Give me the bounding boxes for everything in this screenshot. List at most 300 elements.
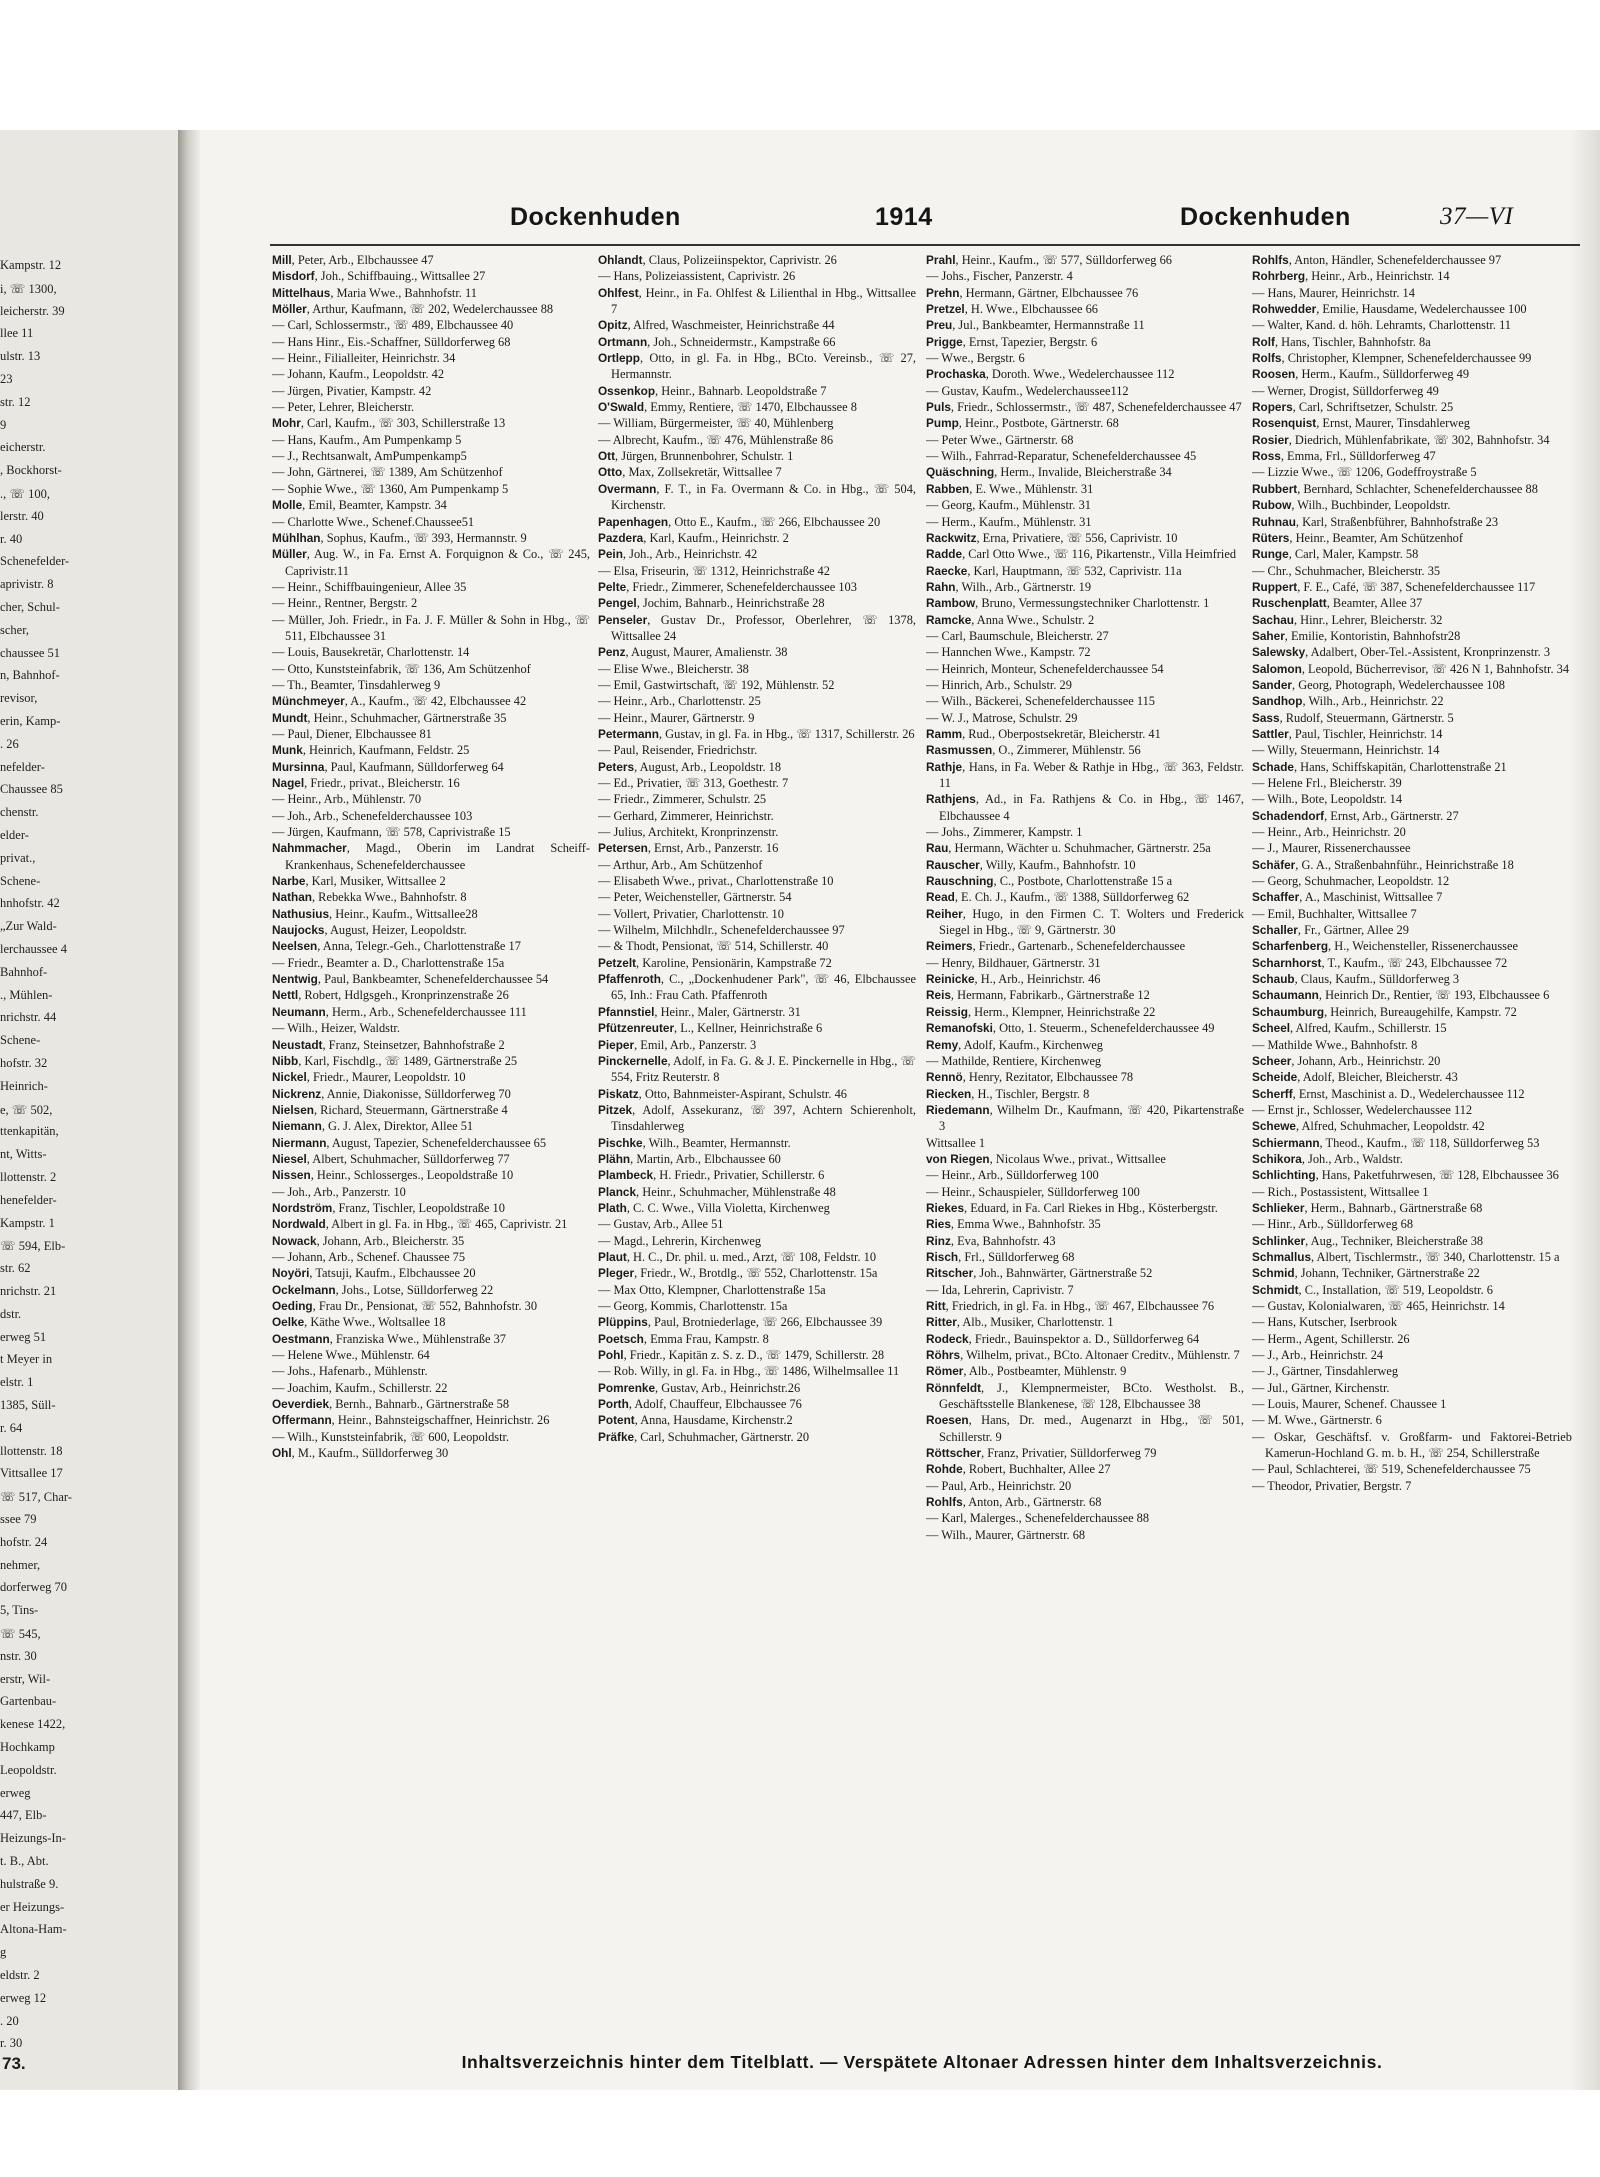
- entry-surname: Planck: [598, 1184, 637, 1199]
- entry-details: , Arthur, Kaufmann, ☏ 202, Wedelerchaussee 88: [306, 302, 554, 317]
- previous-page-line: nehmer,: [0, 1557, 41, 1572]
- entry-details: , Gustav, Arb., Heinrichstr.26: [655, 1380, 801, 1395]
- directory-column-2: [598, 252, 916, 2072]
- directory-entry: [1252, 301, 1572, 317]
- entry-surname: Ritt: [926, 1299, 946, 1313]
- entry-details: — W. J., Matrose, Schulstr. 29: [926, 710, 1078, 725]
- entry-details: , Ernst, Arb., Panzerstr. 16: [647, 841, 779, 856]
- directory-entry: [1252, 1461, 1572, 1477]
- directory-entry: [926, 710, 1244, 726]
- entry-details: — Peter Wwe., Gärtnerstr. 68: [926, 432, 1074, 447]
- entry-details: — Johann, Kaufm., Leopoldstr. 42: [272, 367, 445, 382]
- entry-details: — Julius, Architekt, Kronprinzenstr.: [598, 825, 779, 840]
- entry-surname: Rathje: [926, 759, 963, 774]
- entry-surname: Ruppert: [1252, 579, 1298, 594]
- entry-surname: Rennö: [926, 1070, 963, 1085]
- directory-entry: [598, 317, 916, 333]
- directory-entry: [272, 1053, 590, 1069]
- directory-entry: [926, 612, 1244, 628]
- directory-entry: [1252, 677, 1572, 693]
- entry-details: , Emma Wwe., Bahnhofstr. 35: [950, 1217, 1101, 1232]
- entry-details: , C., Installation, ☏ 519, Leopoldstr. 6: [1298, 1282, 1494, 1297]
- entry-details: — Chr., Schuhmacher, Bleicherstr. 35: [1252, 563, 1441, 578]
- entry-surname: Sattler: [1252, 726, 1289, 741]
- directory-entry: [272, 1265, 590, 1281]
- entry-surname: Schaller: [1252, 923, 1298, 938]
- entry-surname: Scherff: [1252, 1086, 1293, 1101]
- entry-details: — Heinr., Rentner, Bergstr. 2: [272, 596, 418, 611]
- directory-entry: [1252, 317, 1572, 333]
- entry-surname: Plaut: [598, 1249, 627, 1264]
- entry-details: , Wilh., Beamter, Hermannstr.: [642, 1135, 791, 1150]
- page-footer-note: Inhaltsverzeichnis hinter dem Titelblatt. — Verspätete Altonaer Adressen hinter dem Inhaltsverzeichnis.: [461, 2052, 1383, 2072]
- entry-details: , Karl, Fischdlg., ☏ 1489, Gärtnerstraße 25: [298, 1053, 518, 1068]
- directory-entry: [926, 383, 1244, 399]
- directory-entry: [598, 1037, 916, 1053]
- previous-page-line: ☏ 594, Elb-: [0, 1239, 66, 1254]
- entry-details: , Heinrich, Kaufmann, Feldstr. 25: [302, 743, 470, 758]
- directory-entry: [926, 1478, 1244, 1494]
- directory-entry: [1252, 252, 1572, 268]
- entry-surname: Mühlhan: [272, 530, 321, 545]
- entry-details: , Heinr., Schuhmacher, Mühlenstraße 48: [636, 1184, 836, 1199]
- entry-details: , Henry, Rezitator, Elbchaussee 78: [962, 1070, 1134, 1085]
- entry-surname: Scharnhorst: [1252, 955, 1322, 970]
- previous-page-fragment: [0, 130, 180, 2090]
- previous-page-line: kenese 1422,: [0, 1717, 66, 1732]
- directory-entry: [272, 955, 590, 971]
- directory-entry: [926, 1004, 1244, 1020]
- previous-page-line: e, ☏ 502,: [0, 1102, 53, 1117]
- directory-entry: [272, 415, 590, 431]
- directory-entry: [1252, 1020, 1572, 1036]
- previous-page-line: llottenstr. 18: [0, 1443, 63, 1458]
- entry-surname: Molle: [272, 498, 303, 513]
- previous-page-line: chenstr.: [0, 805, 39, 820]
- entry-details: — J., Rechtsanwalt, AmPumpenkamp5: [272, 449, 467, 464]
- directory-entry: [598, 1135, 916, 1151]
- entry-details: , C., „Dockenhudener Park", ☏ 46, Elbchaussee 65, Inh.: Frau Cath. Pfaffenroth: [611, 972, 916, 1003]
- entry-details: , Adalbert, Ober-Tel.-Assistent, Kronprinzenstr. 3: [1305, 645, 1551, 660]
- entry-details: — William, Bürgermeister, ☏ 40, Mühlenberg: [598, 416, 834, 431]
- entry-details: , Ernst, Tapezier, Bergstr. 6: [962, 334, 1098, 349]
- entry-surname: Schmallus: [1252, 1249, 1312, 1264]
- entry-details: — Hans, Kaufm., Am Pumpenkamp 5: [272, 432, 462, 447]
- entry-surname: Radde: [926, 547, 963, 562]
- previous-page-line: ., ☏ 100,: [0, 487, 51, 501]
- entry-surname: Reiher: [926, 906, 963, 921]
- entry-details: , Hermann, Fabrikarb., Gärtnerstraße 12: [950, 988, 1150, 1003]
- directory-entry: [1252, 1004, 1572, 1020]
- entry-details: — J., Gärtner, Tinsdahlerweg: [1252, 1364, 1399, 1379]
- directory-entry: [1252, 628, 1572, 644]
- previous-page-line: aprivistr. 8: [0, 577, 54, 592]
- directory-entry: [272, 448, 590, 464]
- directory-entry: [1252, 1037, 1572, 1053]
- directory-entry: [272, 464, 590, 480]
- directory-entry: [272, 1445, 590, 1461]
- directory-entry: [1252, 268, 1572, 284]
- entry-details: — Heinr., Arb., Mühlenstr. 70: [272, 792, 422, 807]
- directory-entry: [272, 775, 590, 791]
- header-place-left: Dockenhuden: [510, 203, 681, 231]
- directory-entry: [272, 579, 590, 595]
- entry-surname: Pischke: [598, 1135, 643, 1150]
- entry-details: , Heinrich Dr., Rentier, ☏ 193, Elbchaussee 6: [1318, 988, 1550, 1003]
- entry-details: , Bruno, Vermessungstechniker Charlottenstr. 1: [975, 596, 1210, 611]
- directory-entry: [272, 334, 590, 350]
- entry-details: — Carl, Baumschule, Bleicherstr. 27: [926, 628, 1109, 643]
- directory-entry: [1252, 726, 1572, 742]
- entry-surname: Rubbert: [1252, 481, 1298, 496]
- previous-page-line: llee 11: [0, 326, 34, 341]
- directory-entry: [598, 1086, 916, 1102]
- previous-page-line: chaussee 51: [0, 645, 61, 660]
- entry-details: , Adolf, Kaufm., Kirchenweg: [958, 1037, 1104, 1052]
- directory-entry: [598, 530, 916, 546]
- entry-details: , G. A., Straßenbahnführ., Heinrichstraße 18: [1295, 857, 1514, 872]
- entry-details: — Louis, Bausekretär, Charlottenstr. 14: [272, 645, 470, 660]
- directory-entry: [926, 1331, 1244, 1347]
- entry-surname: Mill: [272, 253, 292, 267]
- entry-details: , Anton, Arb., Gärtnerstr. 68: [962, 1495, 1102, 1510]
- directory-entry: [272, 824, 590, 840]
- entry-details: , Albert, Schuhmacher, Sülldorferweg 77: [306, 1151, 510, 1166]
- directory-entry: [1252, 1184, 1572, 1200]
- entry-details: , Heinr., Arb., Heinrichstr. 14: [1305, 269, 1450, 284]
- previous-page-line: revisor,: [0, 691, 38, 706]
- entry-details: , Franz, Privatier, Sülldorferweg 79: [981, 1446, 1157, 1461]
- entry-details: — Lizzie Wwe., ☏ 1206, Godeffroystraße 5: [1252, 465, 1477, 480]
- entry-details: — Jul., Gärtner, Kirchenstr.: [1252, 1380, 1390, 1395]
- directory-entry: [272, 1331, 590, 1347]
- previous-page-line: nrichstr. 21: [0, 1284, 57, 1298]
- entry-details: — Heinr., Maurer, Gärtnerstr. 9: [598, 710, 755, 725]
- entry-surname: Rau: [926, 841, 949, 856]
- entry-surname: Pfützenreuter: [598, 1021, 675, 1036]
- entry-details: , Alb., Musiker, Charlottenstr. 1: [956, 1315, 1114, 1330]
- entry-surname: Nowack: [272, 1233, 317, 1248]
- directory-entry: [1252, 922, 1572, 938]
- entry-details: , H., Arb., Heinrichstr. 46: [974, 972, 1101, 987]
- directory-entry: [272, 1298, 590, 1314]
- entry-details: — Ernst jr., Schlosser, Wedelerchaussee 112: [1252, 1102, 1473, 1117]
- directory-entry: [598, 415, 916, 431]
- directory-entry: [1252, 1478, 1572, 1494]
- previous-page-line: nstr. 30: [0, 1648, 37, 1663]
- directory-entry: [926, 1380, 1244, 1413]
- directory-entry: [926, 530, 1244, 546]
- entry-details: — Johann, Arb., Schenef. Chaussee 75: [272, 1249, 466, 1264]
- entry-surname: Sandhop: [1252, 694, 1303, 709]
- entry-details: , Herm., Kaufm., Sülldorferweg 49: [1295, 367, 1470, 382]
- entry-details: — Georg, Kaufm., Mühlenstr. 31: [926, 498, 1091, 513]
- entry-details: , Käthe Wwe., Woltsallee 18: [304, 1315, 446, 1330]
- entry-surname: Peters: [598, 759, 635, 774]
- entry-surname: Runge: [1252, 547, 1289, 562]
- entry-surname: Münchmeyer: [272, 694, 345, 709]
- directory-entry: [272, 1135, 590, 1151]
- previous-page-line: . 20: [0, 2013, 19, 2028]
- directory-entry: [926, 661, 1244, 677]
- entry-details: , Peter, Arb., Elbchaussee 47: [291, 253, 434, 267]
- directory-entry: [1252, 612, 1572, 628]
- directory-entry: [1252, 644, 1572, 660]
- entry-details: , L., Kellner, Heinrichstraße 6: [674, 1021, 823, 1036]
- entry-details: — Walter, Kand. d. höh. Lehramts, Charlottenstr. 11: [1252, 318, 1512, 333]
- entry-details: — Albrecht, Kaufm., ☏ 476, Mühlenstraße 86: [598, 432, 834, 447]
- entry-details: — Otto, Kunststeinfabrik, ☏ 136, Am Schützenhof: [272, 661, 531, 676]
- directory-entry: [272, 546, 590, 579]
- entry-surname: Scheel: [1252, 1021, 1291, 1036]
- entry-surname: Raecke: [926, 563, 968, 578]
- directory-entry: [926, 987, 1244, 1003]
- entry-details: , Albert, Tischlermstr., ☏ 340, Charlottenstr. 15 a: [1311, 1249, 1560, 1264]
- entry-details: , August, Maurer, Amalienstr. 38: [625, 645, 788, 660]
- entry-surname: Salewsky: [1252, 645, 1306, 660]
- directory-entry: [1252, 448, 1572, 464]
- entry-surname: Scharfenberg: [1252, 939, 1329, 954]
- entry-details: — Joachim, Kaufm., Schillerstr. 22: [272, 1380, 448, 1395]
- entry-surname: Nielsen: [272, 1102, 314, 1117]
- entry-details: , Friedr., Gartenarb., Schenefelderchaussee: [972, 939, 1186, 954]
- entry-details: — Paul, Arb., Heinrichstr. 20: [926, 1478, 1072, 1493]
- directory-entry: [272, 497, 590, 513]
- directory-entry: [272, 1282, 590, 1298]
- entry-details: , Tatsuji, Kaufm., Elbchaussee 20: [309, 1266, 476, 1281]
- directory-entry: [926, 1314, 1244, 1330]
- directory-entry: [272, 1167, 590, 1183]
- directory-entry: [272, 1363, 590, 1379]
- directory-entry: [1252, 1118, 1572, 1134]
- entry-details: , Emma Frau, Kampstr. 8: [643, 1331, 769, 1346]
- directory-entry: [272, 726, 590, 742]
- directory-entry: [1252, 1347, 1572, 1363]
- previous-page-line: nefelder-: [0, 759, 45, 774]
- previous-page-line: erweg 51: [0, 1329, 47, 1344]
- directory-entry: [1252, 399, 1572, 415]
- entry-details: , Wilh., Arb., Gärtnerstr. 19: [955, 579, 1092, 594]
- previous-page-line: Schene-: [0, 873, 41, 888]
- entry-details: , Joh., Schneidermstr., Kampstraße 66: [647, 334, 836, 349]
- directory-entry: [272, 971, 590, 987]
- directory-entry: [272, 350, 590, 366]
- directory-entry: [926, 857, 1244, 873]
- entry-surname: Remy: [926, 1037, 959, 1052]
- entry-surname: Rosier: [1252, 432, 1289, 447]
- entry-surname: Ruhnau: [1252, 514, 1296, 529]
- entry-details: , Friedr., Kapitän z. S. z. D., ☏ 1479, Schillerstr. 28: [623, 1348, 885, 1363]
- directory-entry: [1252, 334, 1572, 350]
- previous-page-line: Heinrich-: [0, 1078, 48, 1093]
- previous-page-line: Vittsallee 17: [0, 1466, 63, 1481]
- directory-entry: [598, 1363, 916, 1379]
- entry-surname: Neelsen: [272, 939, 318, 954]
- entry-surname: Oeverdiek: [272, 1397, 330, 1412]
- entry-details: — & Thodt, Pensionat, ☏ 514, Schillerstr. 40: [598, 939, 829, 954]
- directory-entry: [272, 661, 590, 677]
- entry-details: , Heinr., in Fa. Ohlfest & Lilienthal in Hbg., Wittsallee 7: [611, 285, 916, 317]
- entry-details: , August, Arb., Leopoldstr. 18: [634, 759, 782, 774]
- entry-surname: Rosenquist: [1252, 416, 1317, 431]
- directory-entry: [272, 595, 590, 611]
- entry-surname: Penseler: [598, 612, 648, 627]
- previous-page-line: ulstr. 13: [0, 349, 41, 364]
- entry-details: , Heinr., Beamter, Am Schützenhof: [1289, 530, 1463, 545]
- entry-surname: Mursinna: [272, 759, 325, 774]
- entry-surname: Schmidt: [1252, 1282, 1299, 1297]
- directory-entry: [272, 906, 590, 922]
- directory-entry: [926, 906, 1244, 939]
- entry-surname: Ohlandt: [598, 253, 643, 267]
- directory-entry: [598, 710, 916, 726]
- entry-details: — Helene Frl., Bleicherstr. 39: [1252, 776, 1402, 790]
- entry-surname: Rönnfeldt: [926, 1380, 982, 1395]
- entry-details: — Oskar, Geschäftsf. v. Großfarm- und Faktorei-Betrieb Kamerun-Hochland G. m. b. H., ☏ 254, Schillerstraße: [1252, 1429, 1572, 1461]
- entry-surname: Neumann: [272, 1004, 326, 1019]
- entry-surname: Schewe: [1252, 1119, 1296, 1134]
- entry-details: , Hans, Dr. med., Augenarzt in Hbg., ☏ 501, Schillerstr. 9: [939, 1413, 1244, 1444]
- entry-surname: Röhrs: [926, 1348, 961, 1363]
- entry-details: — Gerhard, Zimmerer, Heinrichstr.: [598, 808, 774, 823]
- entry-surname: von Riegen: [926, 1151, 990, 1166]
- entry-surname: Riekes: [926, 1200, 965, 1215]
- directory-entry: [926, 366, 1244, 382]
- entry-surname: Pohl: [598, 1348, 624, 1363]
- directory-entry: [926, 1216, 1244, 1232]
- directory-entry: [272, 432, 590, 448]
- entry-details: , Rudolf, Steuermann, Gärtnerstr. 5: [1279, 710, 1454, 725]
- entry-details: , Wilhelm Dr., Kaufmann, ☏ 420, Pikartenstraße 3: [939, 1102, 1244, 1134]
- directory-entry: [598, 808, 916, 824]
- directory-entry: [598, 693, 916, 709]
- entry-details: , Johann, Arb., Bleicherstr. 35: [316, 1233, 465, 1248]
- directory-entry: [598, 824, 916, 840]
- previous-page-line: erweg 12: [0, 1990, 47, 2005]
- directory-entry: [598, 1412, 916, 1428]
- entry-details: , Hinr., Lehrer, Bleicherstr. 32: [1293, 612, 1443, 627]
- previous-page-line: ttenkapitän,: [0, 1124, 59, 1139]
- directory-entry: [926, 628, 1244, 644]
- entry-details: — Herm., Agent, Schillerstr. 26: [1252, 1331, 1410, 1346]
- entry-details: , Christopher, Klempner, Schenefelderchaussee 99: [1281, 351, 1532, 366]
- previous-page-line: leicherstr. 39: [0, 303, 65, 318]
- entry-details: , Anna, Telegr.-Geh., Charlottenstraße 17: [317, 939, 521, 954]
- directory-entry: [598, 1298, 916, 1314]
- entry-surname: Niesel: [272, 1151, 307, 1166]
- entry-surname: Rinz: [926, 1233, 951, 1248]
- entry-surname: Reis: [926, 988, 951, 1003]
- directory-entry: [272, 1037, 590, 1053]
- entry-details: , Adolf, Chauffeur, Elbchaussee 76: [628, 1397, 802, 1412]
- entry-details: , Claus, Polizeiinspektor, Caprivistr. 26: [642, 253, 837, 267]
- previous-page-line: hofstr. 24: [0, 1534, 48, 1549]
- directory-entry: [598, 1282, 916, 1298]
- directory-entry: [598, 383, 916, 399]
- entry-details: , Heinr., Kaufm., ☏ 577, Sülldorferweg 66: [955, 253, 1172, 267]
- directory-entry: [272, 1249, 590, 1265]
- entry-details: , Herm., Bahnarb., Gärtnerstraße 68: [1304, 1200, 1483, 1215]
- entry-details: , T., Kaufm., ☏ 243, Elbchaussee 72: [1321, 955, 1508, 970]
- directory-entry: [1252, 873, 1572, 889]
- previous-page-line: privat.,: [0, 850, 36, 865]
- entry-details: — Karl, Malerges., Schenefelderchaussee 88: [926, 1511, 1150, 1526]
- entry-surname: Ortmann: [598, 334, 648, 349]
- directory-entry: [1252, 1053, 1572, 1069]
- entry-details: — Elsa, Friseurin, ☏ 1312, Heinrichstraße 42: [598, 563, 830, 578]
- entry-surname: Rahn: [926, 579, 956, 594]
- directory-entry: [1252, 285, 1572, 301]
- entry-details: , Ernst, Arb., Gärtnerstr. 27: [1324, 808, 1459, 823]
- entry-details: — Georg, Schuhmacher, Leopoldstr. 12: [1252, 874, 1450, 889]
- previous-page-line: ., Mühlen-: [0, 987, 53, 1002]
- directory-entry: [598, 644, 916, 660]
- entry-surname: Saher: [1252, 628, 1285, 643]
- entry-surname: Piskatz: [598, 1086, 639, 1101]
- entry-surname: Niemann: [272, 1119, 322, 1134]
- entry-details: — Friedr., Zimmerer, Schulstr. 25: [598, 792, 767, 807]
- entry-details: , Rud., Oberpostsekretär, Bleicherstr. 41: [962, 726, 1161, 741]
- entry-surname: Oestmann: [272, 1331, 330, 1346]
- directory-entry: [598, 399, 916, 415]
- directory-entry: [598, 563, 916, 579]
- entry-details: , Heinr., Bahnarb. Leopoldstraße 7: [655, 383, 827, 398]
- directory-entry: [1252, 840, 1572, 856]
- entry-details: , Wilh., Arb., Heinrichstr. 22: [1302, 694, 1444, 709]
- entry-details: , Jürgen, Brunnenbohrer, Schulstr. 1: [615, 449, 794, 464]
- entry-surname: Pein: [598, 547, 623, 562]
- directory-entry: [926, 546, 1244, 562]
- directory-entry: [1252, 824, 1572, 840]
- directory-entry: [598, 1249, 916, 1265]
- entry-details: — Hans, Maurer, Heinrichstr. 14: [1252, 285, 1415, 300]
- entry-details: , Emilie, Kontoristin, Bahnhofstr28: [1284, 628, 1461, 643]
- entry-details: , Friedr., privat., Bleicherstr. 16: [304, 776, 460, 790]
- entry-details: , Erna, Privatiere, ☏ 556, Caprivistr. 10: [976, 530, 1178, 545]
- entry-details: , Paul, Brotniederlage, ☏ 266, Elbchaussee 39: [647, 1315, 883, 1330]
- entry-surname: Misdorf: [272, 269, 315, 284]
- entry-surname: Roesen: [926, 1413, 969, 1428]
- directory-entry: [598, 1265, 916, 1281]
- entry-surname: Schlieker: [1252, 1200, 1305, 1215]
- entry-surname: Rackwitz: [926, 530, 977, 545]
- entry-details: — Wilh., Kunststeinfabrik, ☏ 600, Leopoldstr.: [272, 1429, 510, 1444]
- entry-details: , Johs., Lotse, Sülldorferweg 22: [335, 1282, 494, 1297]
- entry-surname: Nordwald: [272, 1217, 326, 1232]
- previous-page-line: Gartenbau-: [0, 1694, 57, 1709]
- entry-details: , Anton, Händler, Schenefelderchaussee 97: [1288, 253, 1502, 267]
- previous-page-line: . 26: [0, 736, 19, 751]
- header-page-number: 37—VI: [1440, 203, 1514, 230]
- directory-entry: [598, 1429, 916, 1445]
- directory-entry: [598, 448, 916, 464]
- directory-entry: [926, 1200, 1244, 1216]
- directory-entry: [926, 1527, 1244, 1543]
- entry-details: , Nicolaus Wwe., privat., Wittsallee: [989, 1151, 1166, 1166]
- entry-details: , Frau Dr., Pensionat, ☏ 552, Bahnhofstr. 30: [312, 1299, 538, 1313]
- entry-details: — Hinr., Arb., Sülldorferweg 68: [1252, 1217, 1414, 1232]
- entry-details: , Herm., Arb., Schenefelderchaussee 111: [325, 1004, 527, 1019]
- directory-entry: [1252, 1167, 1572, 1183]
- entry-details: — Hans, Polizeiassistent, Caprivistr. 26: [598, 269, 796, 284]
- entry-details: — Johs., Fischer, Panzerstr. 4: [926, 269, 1073, 284]
- entry-details: , Karoline, Pensionärin, Kampstraße 72: [636, 955, 832, 970]
- entry-details: , Carl, Schriftsetzer, Schulstr. 25: [1292, 400, 1454, 415]
- directory-entry: [272, 889, 590, 905]
- entry-details: , J., Klempnermeister, BCto. Westholst. B., Geschäftsstelle Blankenese, ☏ 128, Elbchaussee 38: [939, 1380, 1244, 1412]
- directory-entry: [1252, 497, 1572, 513]
- entry-details: , Heinr., Postbote, Gärtnerstr. 68: [958, 416, 1119, 431]
